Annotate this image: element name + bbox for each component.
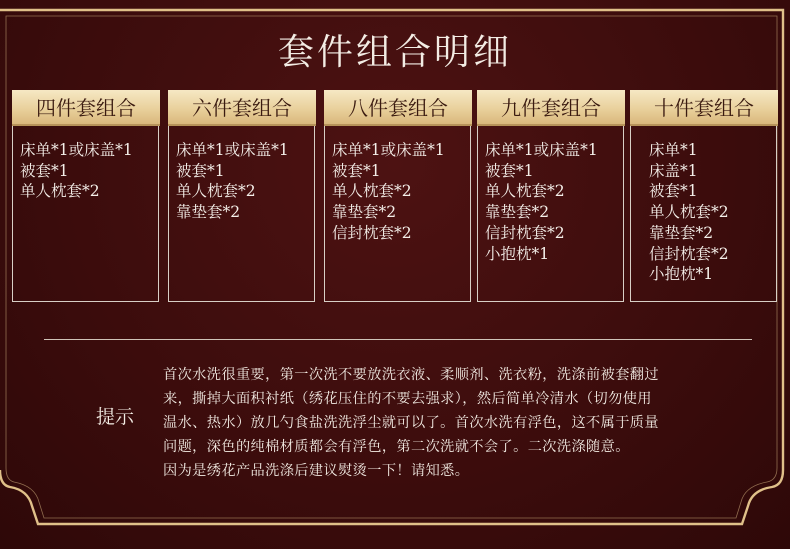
list-item: 单人枕套*2 xyxy=(176,182,256,201)
list-item: 被套*1 xyxy=(20,161,69,180)
list-item: 单人枕套*2 xyxy=(20,182,100,201)
list-item: 单人枕套*2 xyxy=(649,203,729,222)
tip-line: 因为是绣花产品洗涤后建议熨烫一下！请知悉。 xyxy=(163,463,470,479)
tip-line: 问题，深色的纯棉材质都会有浮色，第二次洗就不会了。二次洗涤随意。 xyxy=(163,439,630,455)
card-body xyxy=(324,126,471,302)
tip-line: 温水、热水）放几勺食盐洗洗浮尘就可以了。首次水洗有浮色，这不属于质量 xyxy=(163,415,659,431)
tip-line: 首次水洗很重要，第一次洗不要放洗衣液、柔顺剂、洗衣粉，洗涤前被套翻过 xyxy=(163,367,659,383)
list-item: 单人枕套*2 xyxy=(332,182,412,201)
list-item: 靠垫套*2 xyxy=(649,223,714,242)
card-body xyxy=(477,126,624,302)
card-body xyxy=(12,126,159,302)
list-item: 信封枕套*2 xyxy=(332,223,412,242)
card-body xyxy=(630,126,777,302)
list-item: 信封枕套*2 xyxy=(649,244,729,263)
list-item: 被套*1 xyxy=(485,161,534,180)
card-header: 八件套组合 xyxy=(324,90,472,126)
list-item: 小抱枕*1 xyxy=(485,244,550,263)
list-item: 小抱枕*1 xyxy=(649,265,714,284)
list-item: 床盖*1 xyxy=(649,161,698,180)
list-item: 床单*1或床盖*1 xyxy=(332,141,445,159)
card-body xyxy=(168,126,315,302)
section-divider xyxy=(44,339,752,340)
list-item: 床单*1 xyxy=(649,141,698,159)
card-header: 十件套组合 xyxy=(630,90,778,126)
page-title: 套件组合明细 xyxy=(277,32,512,73)
list-item: 信封枕套*2 xyxy=(485,223,565,242)
list-item: 单人枕套*2 xyxy=(485,182,565,201)
card-header: 六件套组合 xyxy=(168,90,316,126)
list-item: 靠垫套*2 xyxy=(176,203,241,222)
list-item: 床单*1或床盖*1 xyxy=(20,141,133,159)
list-item: 被套*1 xyxy=(649,182,698,201)
card-header: 四件套组合 xyxy=(12,90,160,126)
tip-text xyxy=(163,363,753,483)
list-item: 靠垫套*2 xyxy=(332,203,397,222)
list-item: 被套*1 xyxy=(176,161,225,180)
list-item: 床单*1或床盖*1 xyxy=(176,141,289,159)
list-item: 靠垫套*2 xyxy=(485,203,550,222)
card-header: 九件套组合 xyxy=(477,90,625,126)
tip-label: 提示 xyxy=(96,406,135,428)
list-item: 被套*1 xyxy=(332,161,381,180)
list-item: 床单*1或床盖*1 xyxy=(485,141,598,159)
tip-line: 来，撕掉大面积衬纸（绣花压住的不要去强求），然后简单冷清水（切勿使用 xyxy=(163,391,652,407)
